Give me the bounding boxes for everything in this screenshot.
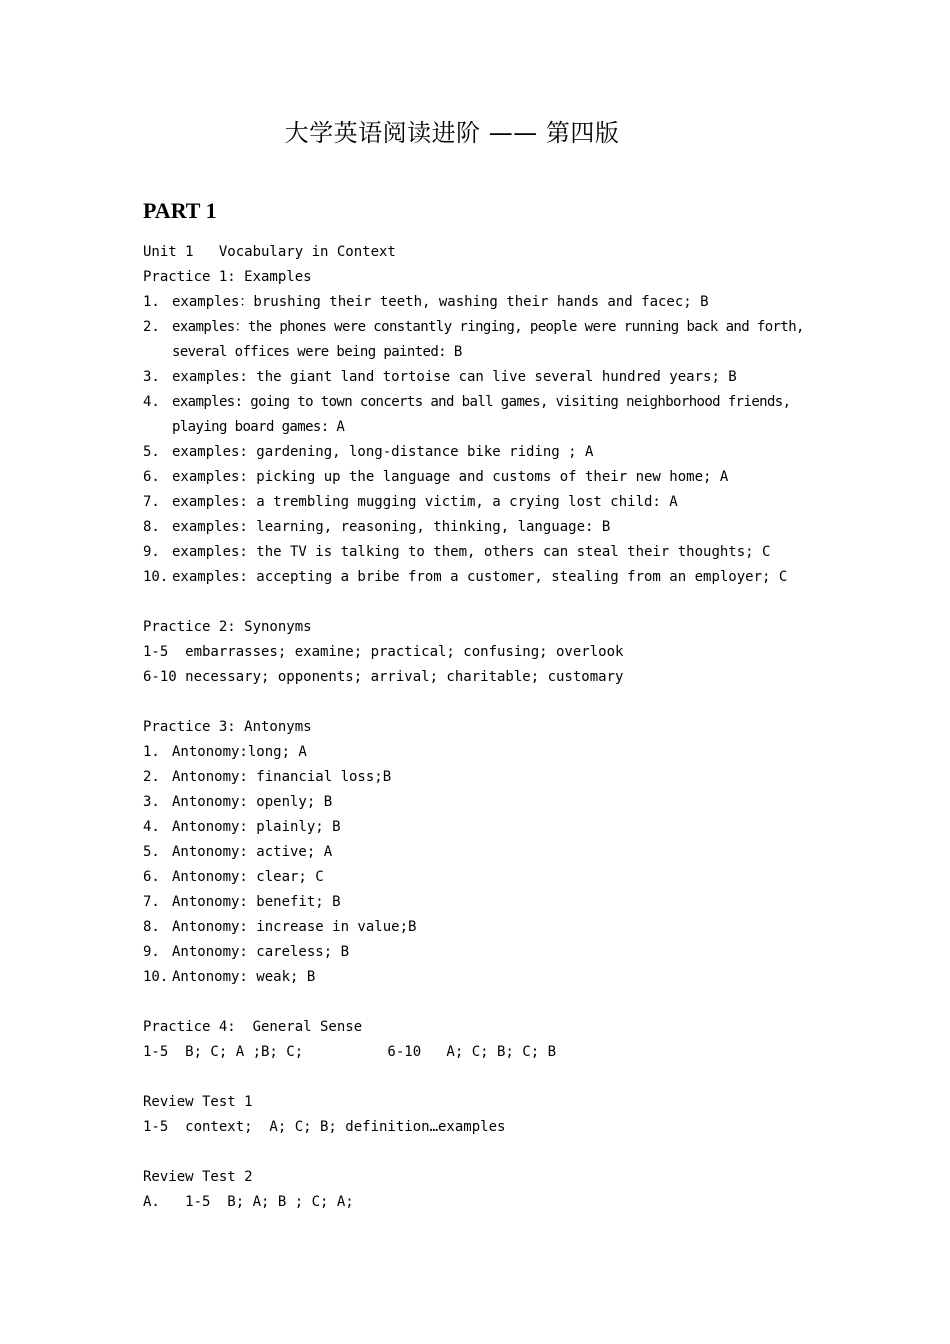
list-item <box>143 290 823 315</box>
list-item <box>143 840 823 865</box>
list-item <box>143 390 823 440</box>
item-number: 5. <box>143 844 160 860</box>
item-text: Antonomy: financial loss;B <box>172 769 392 785</box>
answer-line: 1-5 embarrasses; examine; practical; confusing; overlook <box>143 644 624 660</box>
list-item <box>143 940 823 965</box>
item-text: Antonomy: openly; B <box>172 794 333 810</box>
list-item <box>143 890 823 915</box>
item-number: 1. <box>143 744 160 760</box>
item-number: 6. <box>143 869 160 885</box>
list-item <box>143 765 823 790</box>
item-text: examples: picking up the language and customs of their new home; A <box>172 469 729 485</box>
list-item <box>143 515 823 540</box>
item-text: Antonomy: benefit; B <box>172 894 341 910</box>
item-text: examples: gardening, long-distance bike riding ; A <box>172 444 594 460</box>
answer-line: 1-5 B; C; A ;B; C; 6-10 A; C; B; C; B <box>143 1044 557 1060</box>
spacer <box>143 590 823 615</box>
item-text: examples：brushing their teeth, washing their hands and facec; B <box>172 294 709 310</box>
answer-line: 6-10 necessary; opponents; arrival; charitable; customary <box>143 669 624 685</box>
item-number: 10. <box>143 569 169 585</box>
item-text: examples: going to town concerts and ball games, visiting neighborhood friends, playing board games: A <box>172 394 791 435</box>
list-item <box>143 540 823 565</box>
part-heading: PART 1 <box>143 198 217 223</box>
item-text: examples: the giant land tortoise can live several hundred years; B <box>172 369 737 385</box>
item-number: 8. <box>143 919 160 935</box>
item-number: 3. <box>143 794 160 810</box>
list-item <box>143 865 823 890</box>
practice-2-heading: Practice 2: Synonyms <box>143 619 312 635</box>
list-item <box>143 790 823 815</box>
item-text: Antonomy: careless; B <box>172 944 350 960</box>
item-number: 5. <box>143 444 160 460</box>
review-test-1-heading: Review Test 1 <box>143 1094 253 1110</box>
list-item <box>143 315 823 365</box>
item-text: Antonomy: clear; C <box>172 869 324 885</box>
item-number: 9. <box>143 544 160 560</box>
practice-1-heading: Practice 1: Examples <box>143 269 312 285</box>
document-title: 大学英语阅读进阶 —— 第四版 <box>284 119 620 147</box>
item-number: 4. <box>143 819 160 835</box>
item-number: 8. <box>143 519 160 535</box>
item-text: Antonomy:long; A <box>172 744 307 760</box>
practice-4-heading: Practice 4: General Sense <box>143 1019 363 1035</box>
unit-heading: Unit 1 Vocabulary in Context <box>143 244 396 260</box>
list-item <box>143 915 823 940</box>
item-text: examples: the TV is talking to them, others can steal their thoughts; C <box>172 544 771 560</box>
list-item <box>143 565 823 590</box>
item-text: examples：the phones were constantly ringing, people were running back and forth, several offices were being painted: B <box>172 319 804 360</box>
answer-line: 1-5 context; A; C; B; definition…examples <box>143 1119 506 1135</box>
item-number: 7. <box>143 494 160 510</box>
item-number: 1. <box>143 294 160 310</box>
item-number: 2. <box>143 769 160 785</box>
item-text: Antonomy: weak; B <box>172 969 316 985</box>
list-item <box>143 440 823 465</box>
list-item <box>143 365 823 390</box>
item-text: Antonomy: plainly; B <box>172 819 341 835</box>
spacer <box>143 990 823 1015</box>
item-number: 4. <box>143 394 160 410</box>
item-text: examples: a trembling mugging victim, a crying lost child: A <box>172 494 678 510</box>
item-number: 9. <box>143 944 160 960</box>
item-text: Antonomy: increase in value;B <box>172 919 417 935</box>
item-number: 2. <box>143 319 160 335</box>
practice-3-heading: Practice 3: Antonyms <box>143 719 312 735</box>
list-item <box>143 465 823 490</box>
spacer <box>143 690 823 715</box>
item-text: examples: accepting a bribe from a customer, stealing from an employer; C <box>172 569 788 585</box>
item-number: 6. <box>143 469 160 485</box>
answer-line: A. 1-5 B; A; B ; C; A; <box>143 1194 354 1210</box>
list-item <box>143 815 823 840</box>
list-item <box>143 490 823 515</box>
review-test-2-heading: Review Test 2 <box>143 1169 253 1185</box>
spacer <box>143 1140 823 1165</box>
answer-key-content <box>143 240 823 1215</box>
list-item <box>143 965 823 990</box>
item-text: Antonomy: active; A <box>172 844 333 860</box>
item-number: 10. <box>143 969 169 985</box>
list-item <box>143 740 823 765</box>
item-number: 7. <box>143 894 160 910</box>
item-text: examples: learning, reasoning, thinking, language: B <box>172 519 611 535</box>
item-number: 3. <box>143 369 160 385</box>
spacer <box>143 1065 823 1090</box>
